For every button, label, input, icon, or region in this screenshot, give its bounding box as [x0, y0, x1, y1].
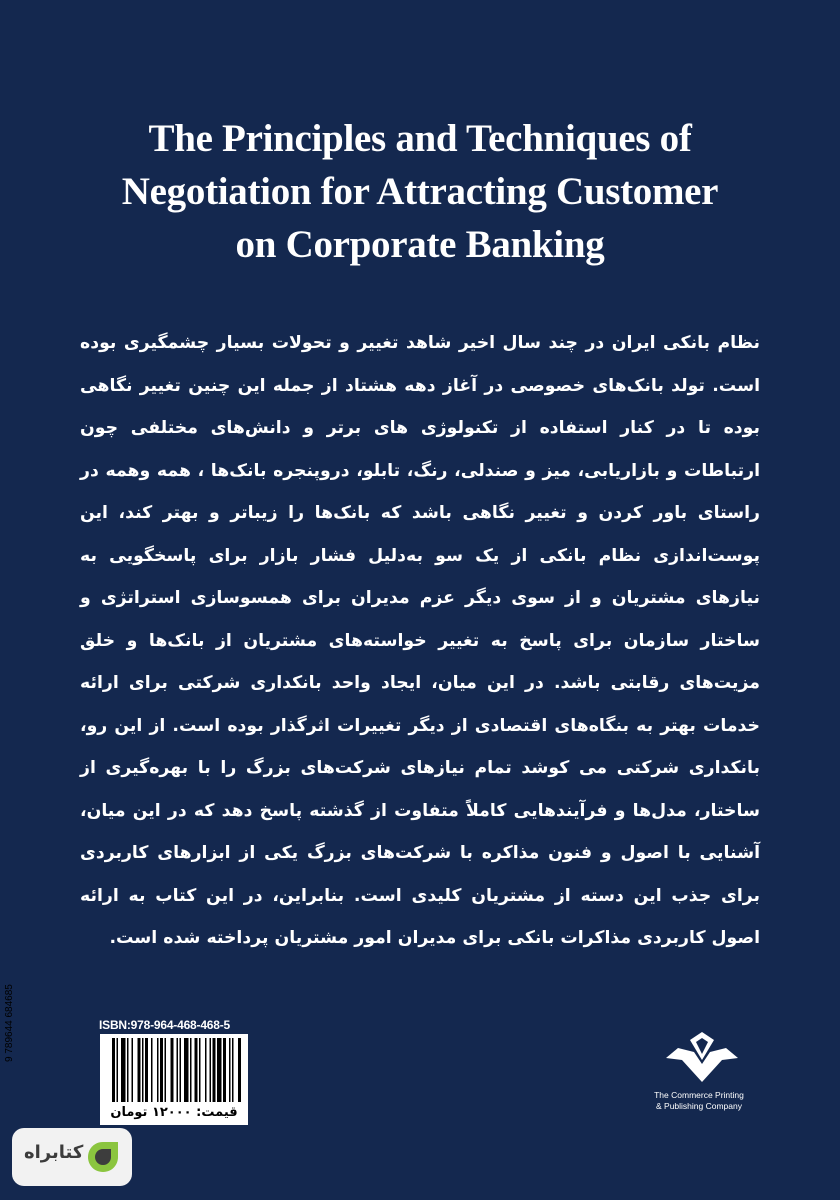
ketabrah-watermark[interactable] — [12, 1128, 132, 1186]
barcode-digits: 9 789644 684685 — [4, 984, 15, 1062]
price-label: قیمت: ۱۲۰۰۰ تومان — [110, 1105, 238, 1120]
ketabrah-name: کتابراه — [24, 1142, 84, 1163]
barcode-icon — [100, 1034, 248, 1106]
title-line-1: The Principles and Techniques of — [148, 117, 692, 160]
publisher-name-line-2: & Publishing Company — [656, 1101, 742, 1111]
isbn-label: ISBN:978-964-468-468-5 — [99, 1018, 231, 1032]
book-title — [60, 112, 780, 271]
title-line-3: on Corporate Banking — [235, 223, 605, 266]
title-line-2: Negotiation for Attracting Customer — [121, 170, 719, 213]
publisher-name — [640, 1090, 758, 1112]
publisher-logo-icon — [664, 1030, 740, 1086]
book-description: نظام بانکی ایران در چند سال اخیر شاهد تغییر و تحولات بسیار چشمگیری بوده است. تولد بانک‌های خصوصی در آغاز دهه هشتاد از جمله این چنین تغییر نگاهی بوده تا در کنار استفاده از تکنولوژی های برتر و دانش‌های مختلفی چون ارتباطات و بازاریابی، میز و صندلی، رنگ، تابلو، دروپنجره بانک‌ها ، همه وهمه در راستای باور کردن و تغییر نگاهی باشد که بانک‌ها را زیباتر و بهتر کند، این پوست‌اندازی نظام بانکی از یک سو به‌دلیل فشار بازار برای پاسخگویی به نیازهای مشتریان و از سوی دیگر عزم مدیران برای همسوسازی استراتژی و ساختار سازمان برای پاسخ به تغییر خواسته‌های مشتریان از بانک‌ها و خلق مزیت‌های رقابتی باشد. در این میان، ایجاد واحد بانکداری شرکتی برای ارائه خدمات بهتر به بنگاه‌های اقتصادی از دیگر تغییرات اثرگذار بوده است. از این رو، بانکداری شرکتی می کوشد تمام نیازهای شرکت‌های بزرگ را با بهره‌گیری از ساختار، مدل‌ها و فرآیندهایی کاملاً متفاوت از گذشته پاسخ دهد که در این میان، آشنایی با اصول و فنون مذاکره با شرکت‌های بزرگ یکی از ابزارهای کاربردی برای جذب این دسته از مشتریان کلیدی است. بنابراین، در این کتاب به ارائه اصول کاربردی مذاکرات بانکی برای مدیران امور مشتریان پرداخته شده است. — [80, 333, 760, 948]
ketabrah-book-icon — [86, 1140, 120, 1174]
publisher-name-line-1: The Commerce Printing — [654, 1090, 744, 1100]
